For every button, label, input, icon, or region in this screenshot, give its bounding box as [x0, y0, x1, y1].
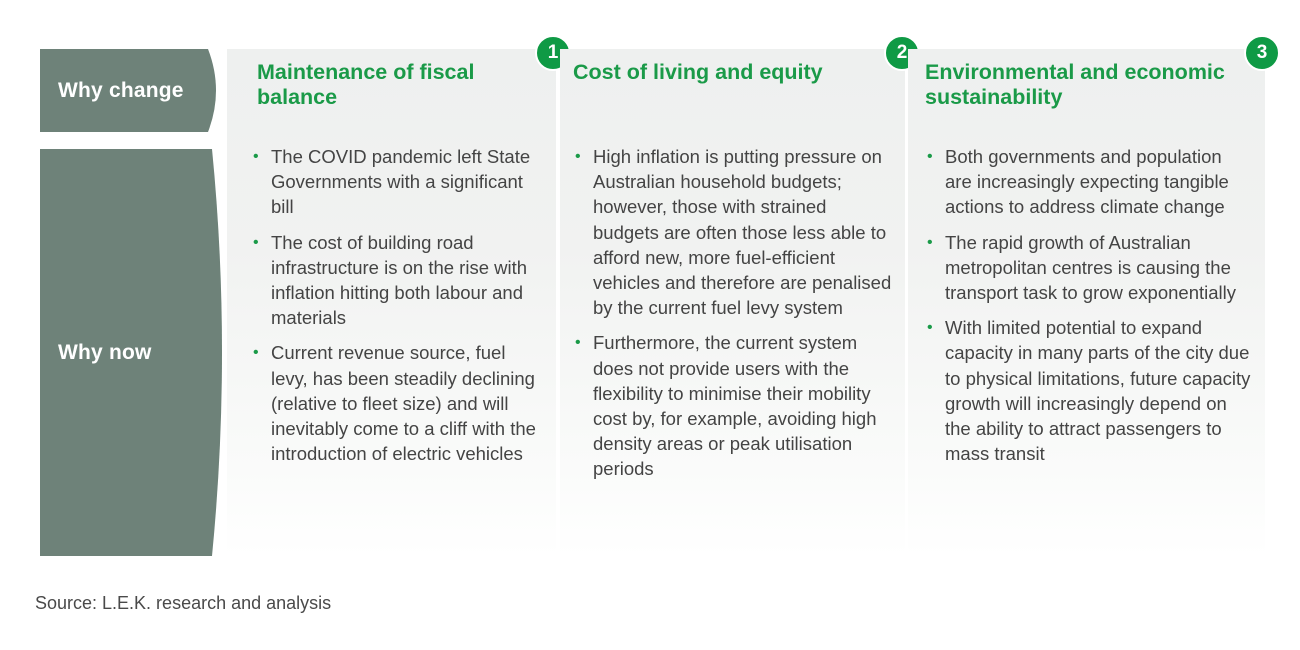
column-number-badge: 2 — [884, 35, 920, 71]
bullet-item — [251, 340, 541, 466]
column-title: Environmental and economic sustainability — [925, 60, 1225, 109]
bullet-dot-icon: • — [575, 334, 581, 352]
column-title: Maintenance of fiscal balance — [257, 60, 475, 109]
bullet-list — [925, 144, 1251, 476]
column-sustainability — [908, 42, 1268, 556]
bullet-list — [251, 144, 541, 476]
bullet-list — [573, 144, 895, 492]
bullet-item — [251, 144, 541, 220]
row-header-why-now-label: Why now — [58, 340, 152, 364]
bullet-item — [925, 315, 1251, 466]
bullet-dot-icon: • — [253, 148, 259, 165]
column-number-badge: 1 — [535, 35, 571, 71]
bullet-dot-icon: • — [927, 148, 933, 165]
bullet-item — [573, 330, 895, 481]
bullet-item — [925, 230, 1251, 306]
source-note: Source: L.E.K. research and analysis — [35, 593, 332, 613]
bullet-item — [251, 230, 541, 331]
bullet-text: With limited potential to expand capacity in many parts of the city due to physical limitations, future capacity growth will increasingly depend on the ability to attract passengers to mass transit — [945, 317, 1251, 465]
column-title: Cost of living and equity — [573, 60, 823, 84]
bullet-text: Current revenue source, fuel levy, has been steadily declining (relative to fleet size) and will inevitably come to a cliff with the introduction of electric vehicles — [271, 342, 536, 465]
row-header-why-change-label: Why change — [58, 78, 184, 102]
column-cost-of-living — [560, 42, 908, 556]
bullet-text: The COVID pandemic left State Governments with a significant bill — [271, 146, 531, 218]
row-header-why-now — [40, 149, 232, 556]
bullet-dot-icon: • — [253, 344, 259, 362]
bullet-text: High inflation is putting pressure on Australian household budgets; however, those with strained budgets are often those less able to afford new, more fuel-efficient vehicles and therefore are penalised by the current fuel levy system — [593, 146, 892, 319]
bullet-text: The cost of building road infrastructure is on the rise with inflation hitting both labour and materials — [271, 231, 528, 329]
bullet-item — [925, 144, 1251, 220]
column-number-badge: 3 — [1244, 35, 1280, 71]
bullet-dot-icon: • — [575, 148, 581, 165]
bullet-dot-icon: • — [927, 319, 933, 337]
bullet-dot-icon: • — [253, 233, 259, 251]
bullet-text: Furthermore, the current system does not provide users with the flexibility to minimise their mobility cost by, for example, avoiding high density areas or peak utilisation periods — [593, 332, 877, 480]
bullet-text: The rapid growth of Australian metropolitan centres is causing the transport task to grow exponentially — [945, 231, 1237, 304]
bullet-text: Both governments and population are increasingly expecting tangible actions to address climate change — [945, 146, 1229, 218]
column-fiscal-balance — [227, 42, 559, 556]
row-header-why-change — [40, 49, 226, 132]
bullet-dot-icon: • — [927, 233, 933, 251]
bullet-item — [573, 144, 895, 320]
